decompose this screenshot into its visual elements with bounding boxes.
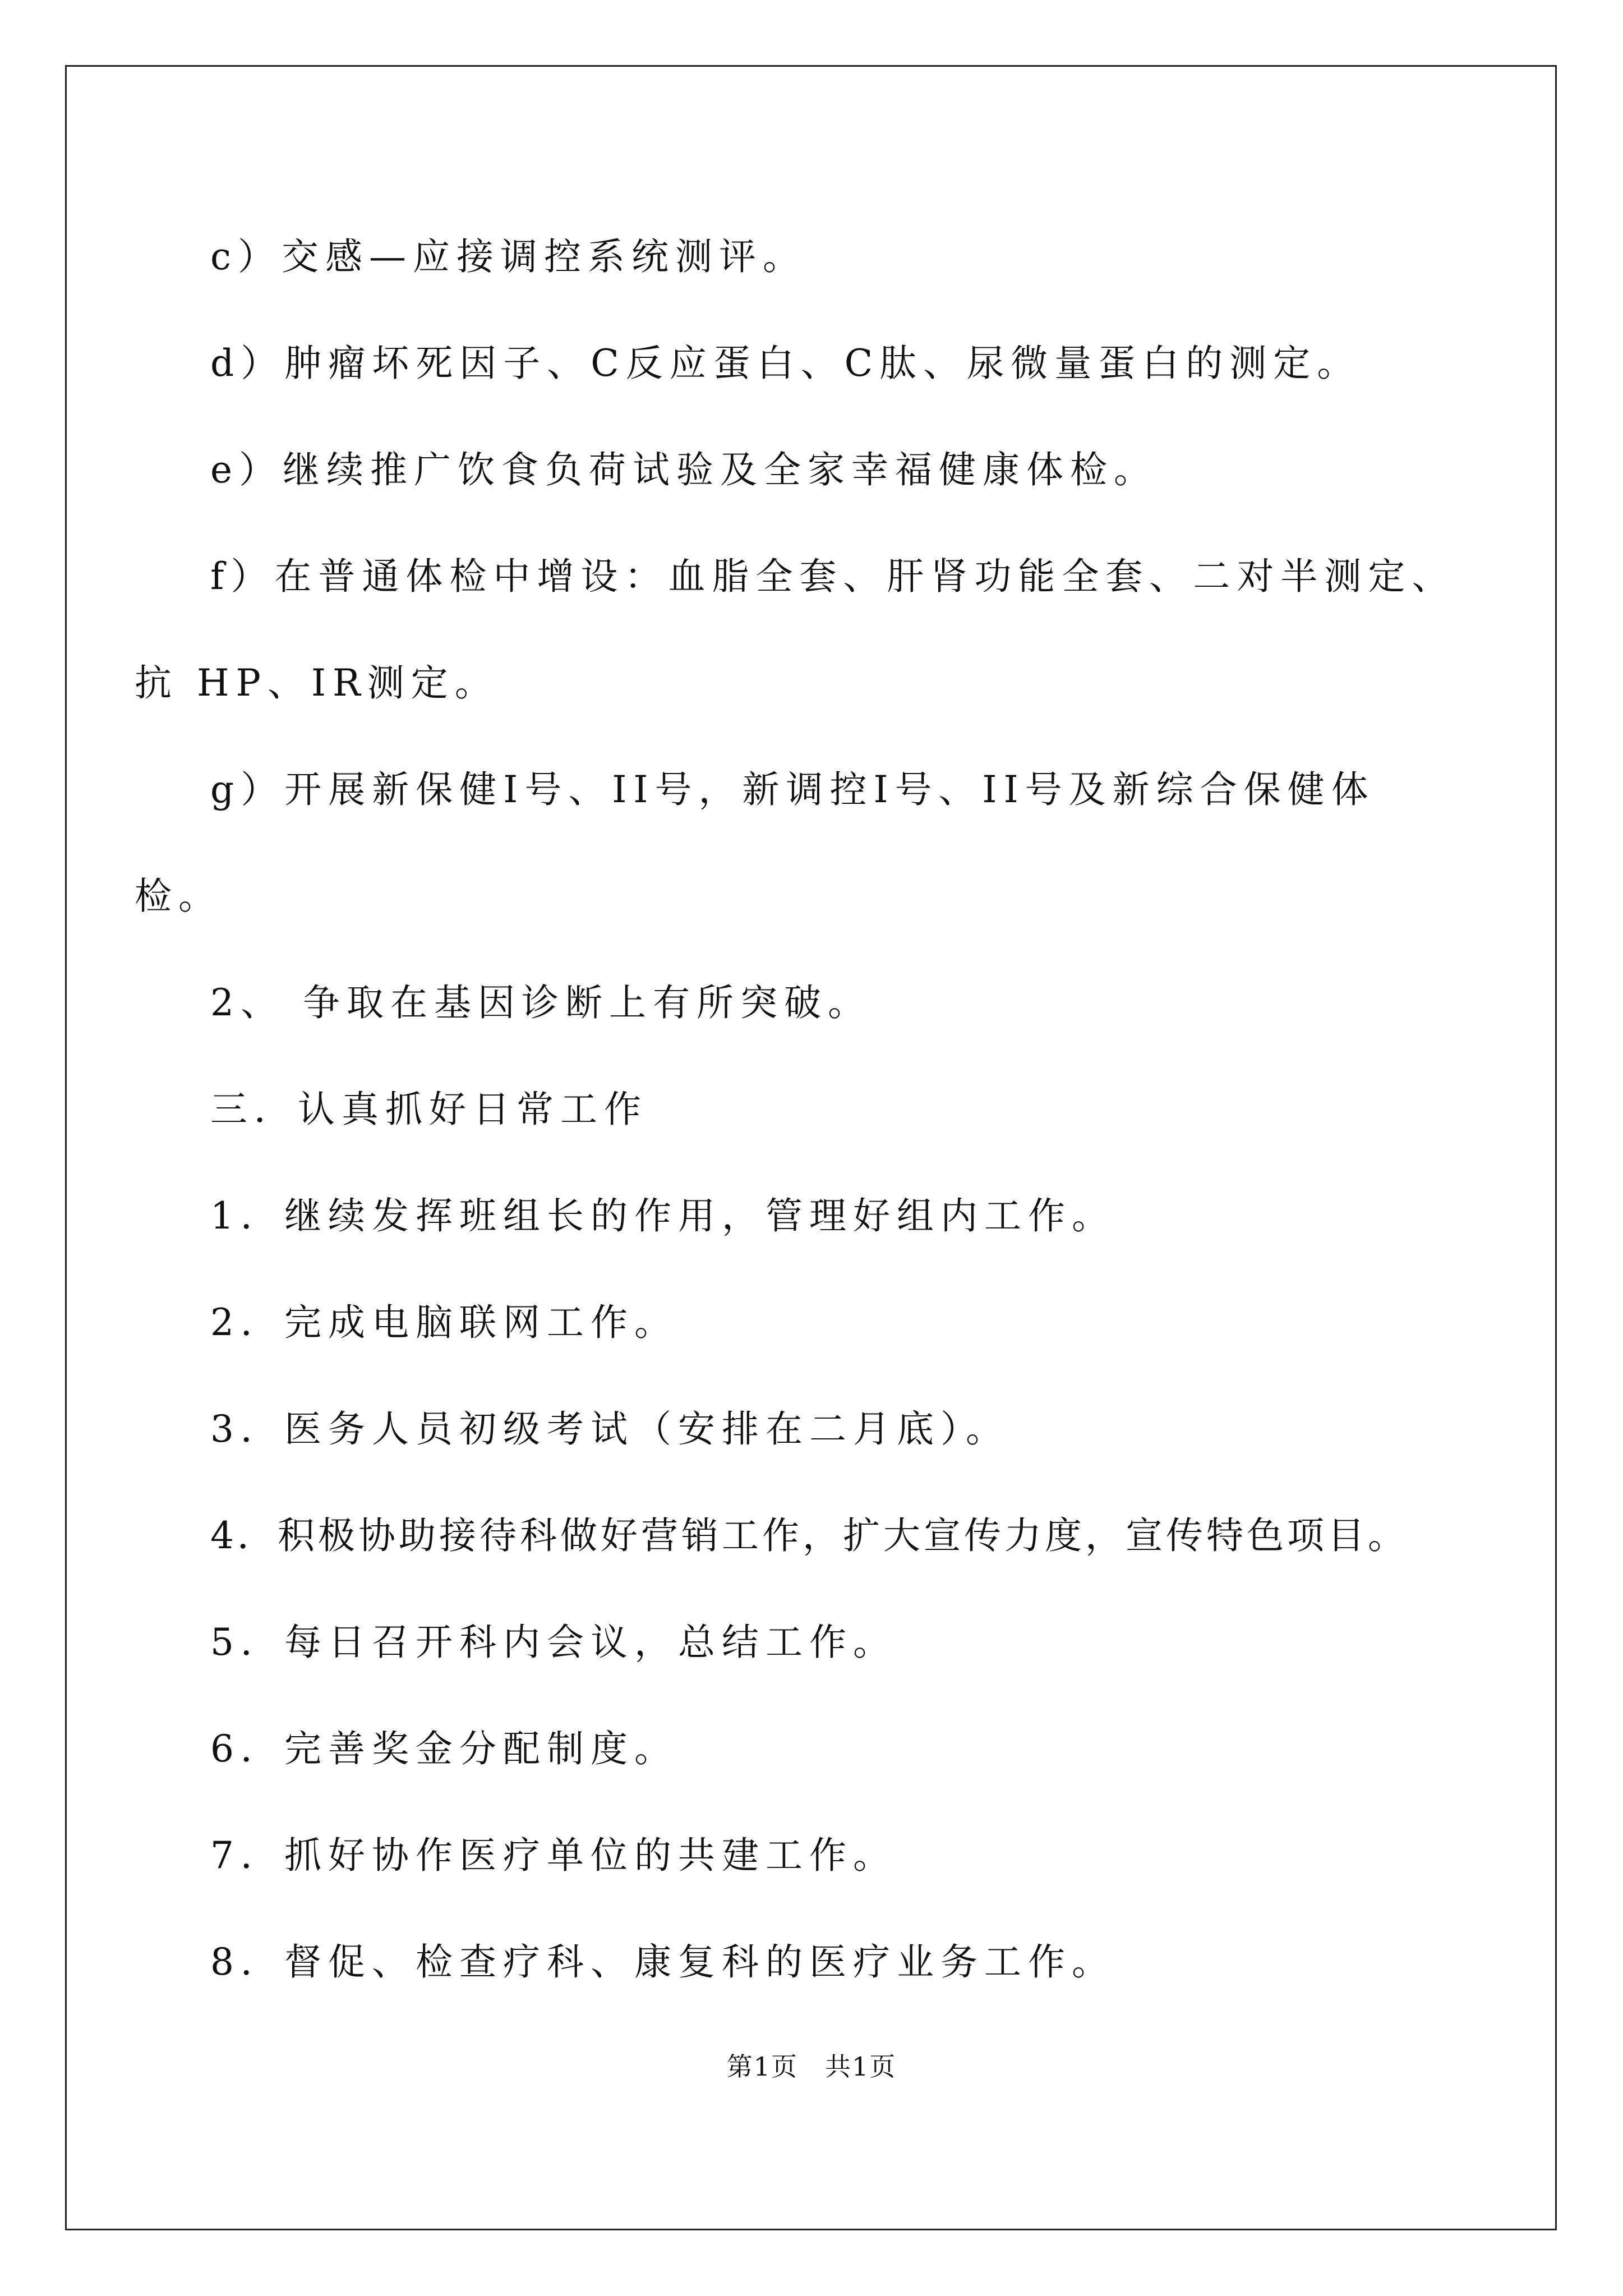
page-frame [65, 65, 1557, 2230]
paragraph-c: c）交感—应接调控系统测评。 [210, 235, 806, 278]
page-footer: 第1页 共1页 [726, 2051, 897, 2082]
item-5: 5．每日召开科内会议，总结工作。 [210, 1621, 897, 1664]
item-8: 8．督促、检查疗科、康复科的医疗业务工作。 [210, 1940, 1115, 1984]
item-4: 4．积极协助接待科做好营销工作，扩大宣传力度，宣传特色项目。 [210, 1514, 1408, 1557]
item-1: 1．继续发挥班组长的作用，管理好组内工作。 [210, 1194, 1115, 1237]
paragraph-f-line1: f）在普通体检中增设：血脂全套、肝肾功能全套、二对半测定、 [210, 555, 1456, 598]
paragraph-d: d）肿瘤坏死因子、C反应蛋白、C肽、尿微量蛋白的测定。 [210, 342, 1361, 385]
paragraph-g-line2: 检。 [135, 875, 222, 918]
item-6: 6．完善奖金分配制度。 [210, 1727, 678, 1770]
section-heading-3: 三．认真抓好日常工作 [210, 1088, 648, 1131]
paragraph-f-line2: 抗 HP、IR测定。 [135, 661, 499, 705]
paragraph-g-line1: g）开展新保健Ⅰ号、II号，新调控Ⅰ号、II号及新综合保健体 [210, 768, 1375, 811]
paragraph-2: 2、 争取在基因诊断上有所突破。 [210, 981, 872, 1024]
paragraph-e: e）继续推广饮食负荷试验及全家幸福健康体检。 [210, 448, 1158, 491]
item-3: 3．医务人员初级考试（安排在二月底）。 [210, 1407, 1009, 1451]
item-2: 2．完成电脑联网工作。 [210, 1301, 678, 1344]
item-7: 7．抓好协作医疗单位的共建工作。 [210, 1834, 897, 1877]
